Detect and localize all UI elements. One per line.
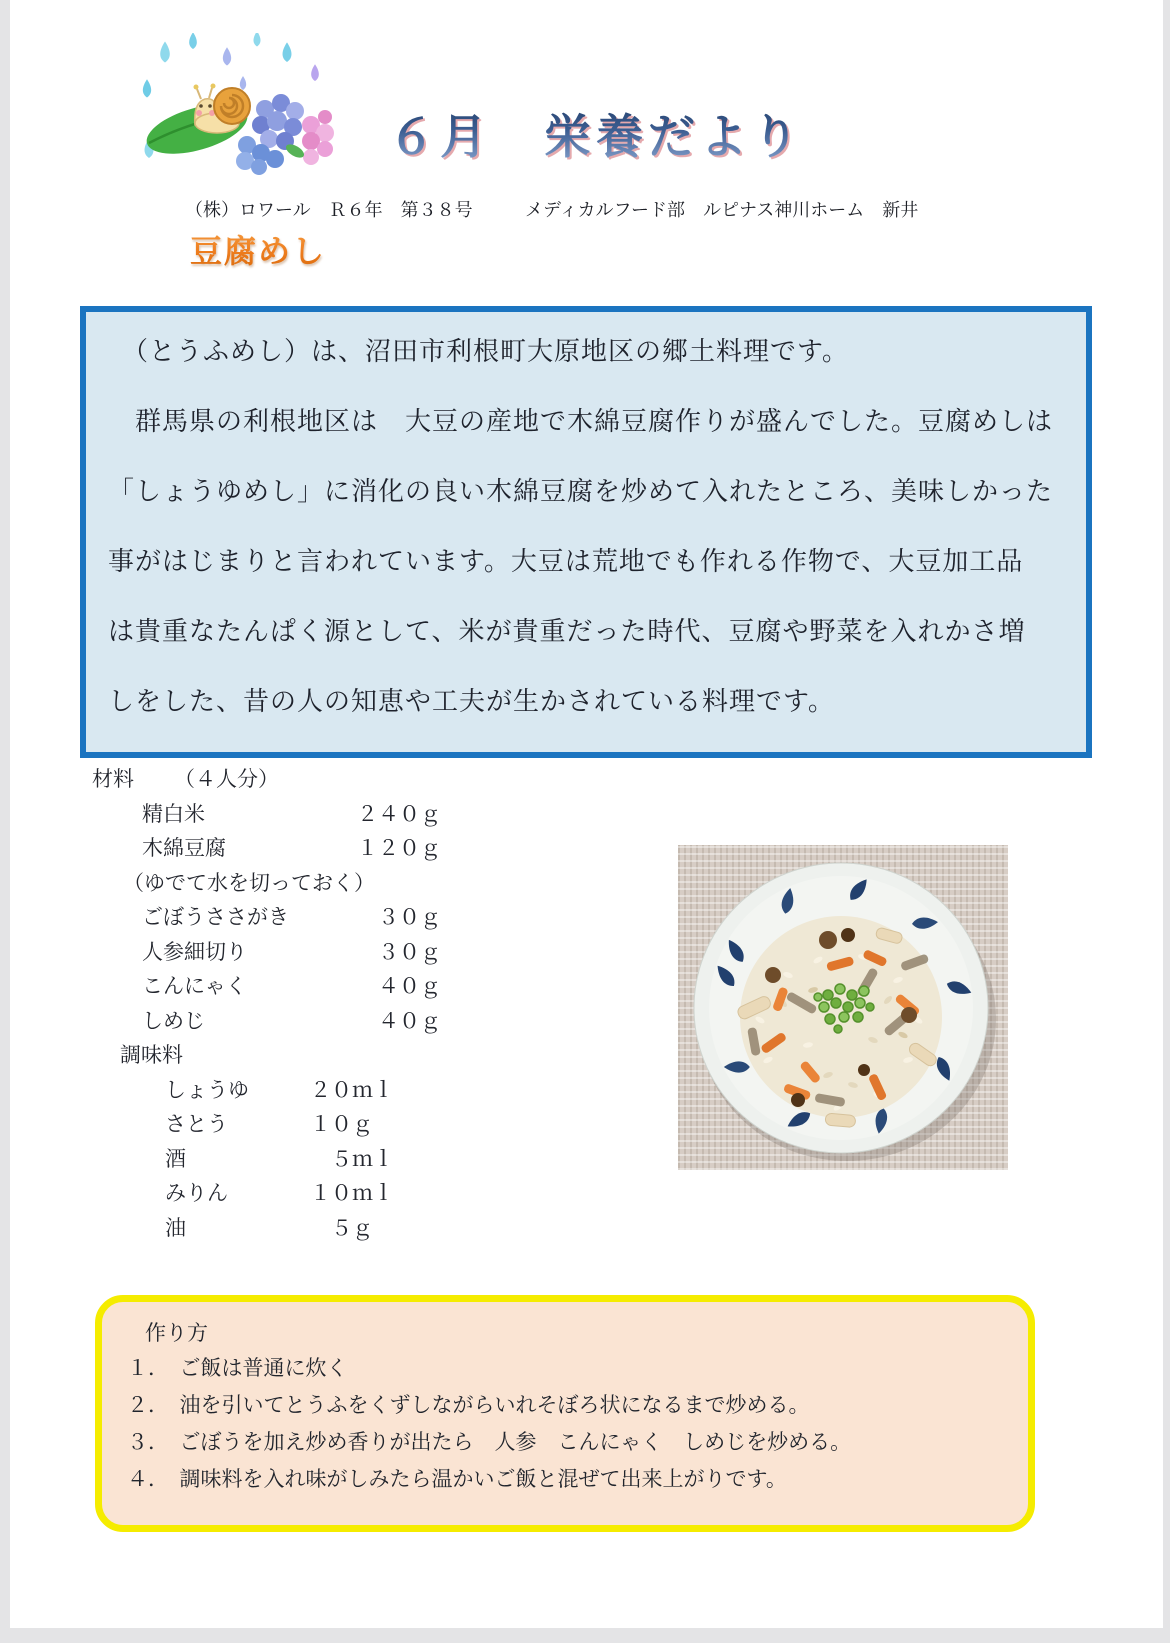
newsletter-page xyxy=(10,0,1163,1628)
intro-line: 群馬県の利根地区は 大豆の産地で木綿豆腐作りが盛んでした。豆腐めしは xyxy=(108,407,1054,436)
how-to-step: １． ご飯は普通に炊く xyxy=(127,1356,348,1380)
snail-hydrangea-clipart-icon xyxy=(135,33,340,175)
how-to-step: ３． ごぼうを加え炒め香りが出たら 人参 こんにゃく しめじを炒める。 xyxy=(127,1430,852,1454)
material-row: ごぼうささがき ３０ｇ xyxy=(142,905,441,929)
tofu-meshi-bowl-illustration xyxy=(678,845,1008,1170)
seasoning-heading-row: 調味料 xyxy=(120,1043,183,1067)
servings-label: （４人分） xyxy=(174,767,279,791)
material-row: 精白米 ２４０ｇ xyxy=(142,801,441,826)
how-to-step: ４． 調味料を入れ味がしみたら温かいご飯と混ぜて出来上がりです。 xyxy=(127,1467,787,1491)
how-to-heading: 作り方 xyxy=(145,1322,208,1345)
material-row: しめじ ４０ｇ xyxy=(142,1008,441,1033)
department-author-text: メディカルフード部 ルピナス神川ホーム 新井 xyxy=(525,200,919,220)
material-row: 木綿豆腐 １２０ｇ xyxy=(142,836,441,860)
seasoning-row: 酒 ５ｍｌ xyxy=(165,1146,394,1171)
dish-photo xyxy=(678,845,1008,1170)
material-row: 人参細切り ３０ｇ xyxy=(142,939,441,964)
recipe-title: 豆腐めし xyxy=(190,226,326,272)
intro-line: しをした、昔の人の知恵や工夫が生かされている料理です。 xyxy=(108,687,835,716)
how-to-box xyxy=(95,1295,1035,1532)
how-to-step: ２． 油を引いてとうふをくずしながらいれそぼろ状になるまで炒める。 xyxy=(127,1393,810,1417)
intro-line: は貴重なたんぱく源として、米が貴重だった時代、豆腐や野菜を入れかさ増 xyxy=(108,617,1026,646)
intro-line: （とうふめし）は、沼田市利根町大原地区の郷土料理です。 xyxy=(108,337,849,366)
page-title: ６月 栄養だより xyxy=(388,100,804,167)
materials-heading: 材料 xyxy=(92,767,134,791)
material-row: こんにゃく ４０ｇ xyxy=(142,974,441,998)
intro-line: 「しょうゆめし」に消化の良い木綿豆腐を炒めて入れたところ、美味しかった xyxy=(108,477,1054,506)
materials-section xyxy=(92,762,572,1245)
seasoning-row: みりん １０ｍｌ xyxy=(165,1181,394,1205)
seasoning-row: しょうゆ ２０ｍｌ xyxy=(165,1077,394,1102)
publisher-issue-text: （株）ロワール Ｒ６年 第３８号 xyxy=(185,200,473,220)
intro-text-box xyxy=(80,306,1092,758)
materials-heading-row xyxy=(92,762,572,797)
intro-line: 事がはじまりと言われています。大豆は荒地でも作れる作物で、大豆加工品 xyxy=(108,547,1024,576)
seasoning-row: さとう １０ｇ xyxy=(165,1112,373,1136)
clipart-drawing xyxy=(135,33,340,175)
seasoning-row: 油 ５ｇ xyxy=(165,1215,373,1240)
material-note-row: （ゆでて水を切っておく） xyxy=(123,870,375,895)
